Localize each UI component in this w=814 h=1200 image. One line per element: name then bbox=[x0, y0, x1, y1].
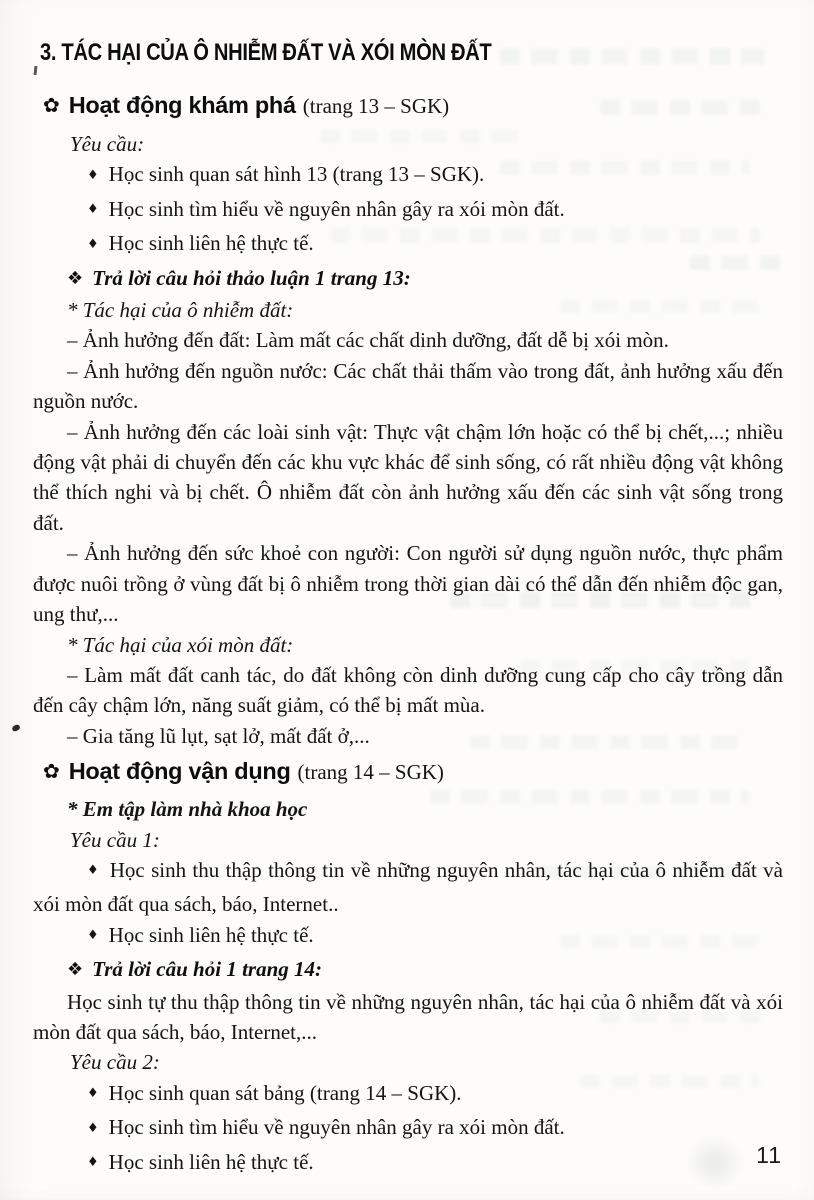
bullet-item bbox=[33, 920, 783, 954]
diamond-bullet-icon: ♦ bbox=[87, 1155, 99, 1171]
bullet-text: Học sinh liên hệ thực tế. bbox=[108, 922, 314, 947]
effect-item: – Gia tăng lũ lụt, sạt lở, mất đất ở,... bbox=[67, 723, 370, 748]
diamond-bullet-icon: ♦ bbox=[87, 863, 100, 879]
activity-heading-van-dung bbox=[43, 756, 783, 787]
answer-heading bbox=[33, 954, 783, 986]
activity-heading-kham-pha bbox=[43, 90, 783, 121]
bullet-item bbox=[33, 194, 783, 228]
bullet-text: Học sinh tìm hiểu về nguyên nhân gây ra xói mòn đất. bbox=[108, 1115, 565, 1140]
answer-heading bbox=[33, 263, 783, 295]
bullet-item bbox=[33, 228, 783, 262]
bullet-item bbox=[33, 1112, 783, 1146]
bullet-text: Học sinh thu thập thông tin về những nguyên nhân, tác hại của ô nhiễm đất và xói mòn đất qua sách, báo, Internet.. bbox=[33, 857, 783, 917]
bullet-item bbox=[33, 1147, 783, 1181]
answer-heading-text: Trả lời câu hỏi 1 trang 14: bbox=[92, 957, 322, 982]
diamond-bullet-icon: ♦ bbox=[87, 928, 99, 944]
sub-heading: * Tác hại của ô nhiễm đất: bbox=[67, 298, 294, 323]
ink-speck bbox=[11, 724, 20, 732]
sub-heading: * Tác hại của xói mòn đất: bbox=[67, 632, 294, 657]
section-heading-text: 3. TÁC HẠI CỦA Ô NHIỄM ĐẤT VÀ XÓI MÒN ĐẤT bbox=[40, 39, 492, 66]
bullet-text: Học sinh quan sát hình 13 (trang 13 – SGK). bbox=[108, 162, 485, 187]
bullet-item bbox=[33, 855, 783, 920]
activity-title: Hoạt động khám phá bbox=[68, 92, 296, 118]
page-number: 11 bbox=[756, 1142, 782, 1168]
requirement-label: Yêu cầu: bbox=[70, 132, 145, 156]
bullet-text: Học sinh quan sát bảng (trang 14 – SGK). bbox=[108, 1080, 462, 1105]
diamond-bullet-icon: ♦ bbox=[87, 1120, 99, 1136]
page-content bbox=[33, 40, 783, 1181]
sub-heading: * Em tập làm nhà khoa học bbox=[67, 797, 308, 822]
activity-page-ref: (trang 13 – SGK) bbox=[302, 94, 450, 118]
diamond-cluster-icon: ❖ bbox=[67, 959, 84, 981]
effect-item: – Ảnh hưởng đến sức khoẻ con người: Con người sử dụng nguồn nước, thực phẩm được nuôi trồng ở vùng đất bị ô nhiễm trong thời gian dài có thể dẫn đến nhiễm độc gan, ung thư,... bbox=[33, 541, 783, 627]
answer-heading-text: Trả lời câu hỏi thảo luận 1 trang 13: bbox=[92, 265, 411, 290]
bullet-text: Học sinh liên hệ thực tế. bbox=[108, 231, 314, 256]
diamond-bullet-icon: ♦ bbox=[87, 236, 99, 252]
requirement-label: Yêu cầu 2: bbox=[70, 1050, 160, 1075]
diamond-bullet-icon: ♦ bbox=[87, 1086, 99, 1102]
section-heading bbox=[40, 40, 783, 66]
bullet-item bbox=[33, 1078, 783, 1112]
activity-page-ref: (trang 14 – SGK) bbox=[297, 760, 444, 785]
diamond-bullet-icon: ♦ bbox=[87, 202, 99, 218]
bullet-text: Học sinh tìm hiểu về nguyên nhân gây ra xói mòn đất. bbox=[108, 196, 565, 221]
diamond-cluster-icon: ❖ bbox=[67, 267, 84, 289]
florette-icon: ✿ bbox=[43, 759, 60, 784]
effect-item: – Làm mất đất canh tác, do đất không còn dinh dưỡng cung cấp cho cây trồng dẫn đến cây chậm lớn, năng suất giảm, có thể bị mất mùa. bbox=[33, 662, 783, 718]
bullet-text: Học sinh liên hệ thực tế. bbox=[108, 1149, 314, 1174]
effect-item: – Ảnh hưởng đến đất: Làm mất các chất dinh dưỡng, đất dễ bị xói mòn. bbox=[67, 328, 669, 353]
florette-icon: ✿ bbox=[43, 93, 60, 117]
bullet-item bbox=[33, 159, 783, 193]
diamond-bullet-icon: ♦ bbox=[87, 167, 99, 183]
requirement-label: Yêu cầu 1: bbox=[70, 827, 160, 852]
effect-item: – Ảnh hưởng đến nguồn nước: Các chất thải thấm vào trong đất, ảnh hưởng xấu đến nguồn nước. bbox=[33, 358, 783, 414]
effect-item: – Ảnh hưởng đến các loài sinh vật: Thực vật chậm lớn hoặc có thể bị chết,...; nhiều động vật phải di chuyển đến các khu vực khác để sinh sống, có rất nhiều động vật không thể thích nghi và bị chết. Ô nhiễm đất còn ảnh hưởng xấu đến các sinh vật sống trong đất. bbox=[33, 419, 783, 535]
activity-title: Hoạt động vận dụng bbox=[68, 758, 291, 785]
answer-paragraph: Học sinh tự thu thập thông tin về những nguyên nhân, tác hại của ô nhiễm đất và xói mòn đất qua sách, báo, Internet,... bbox=[33, 989, 783, 1044]
